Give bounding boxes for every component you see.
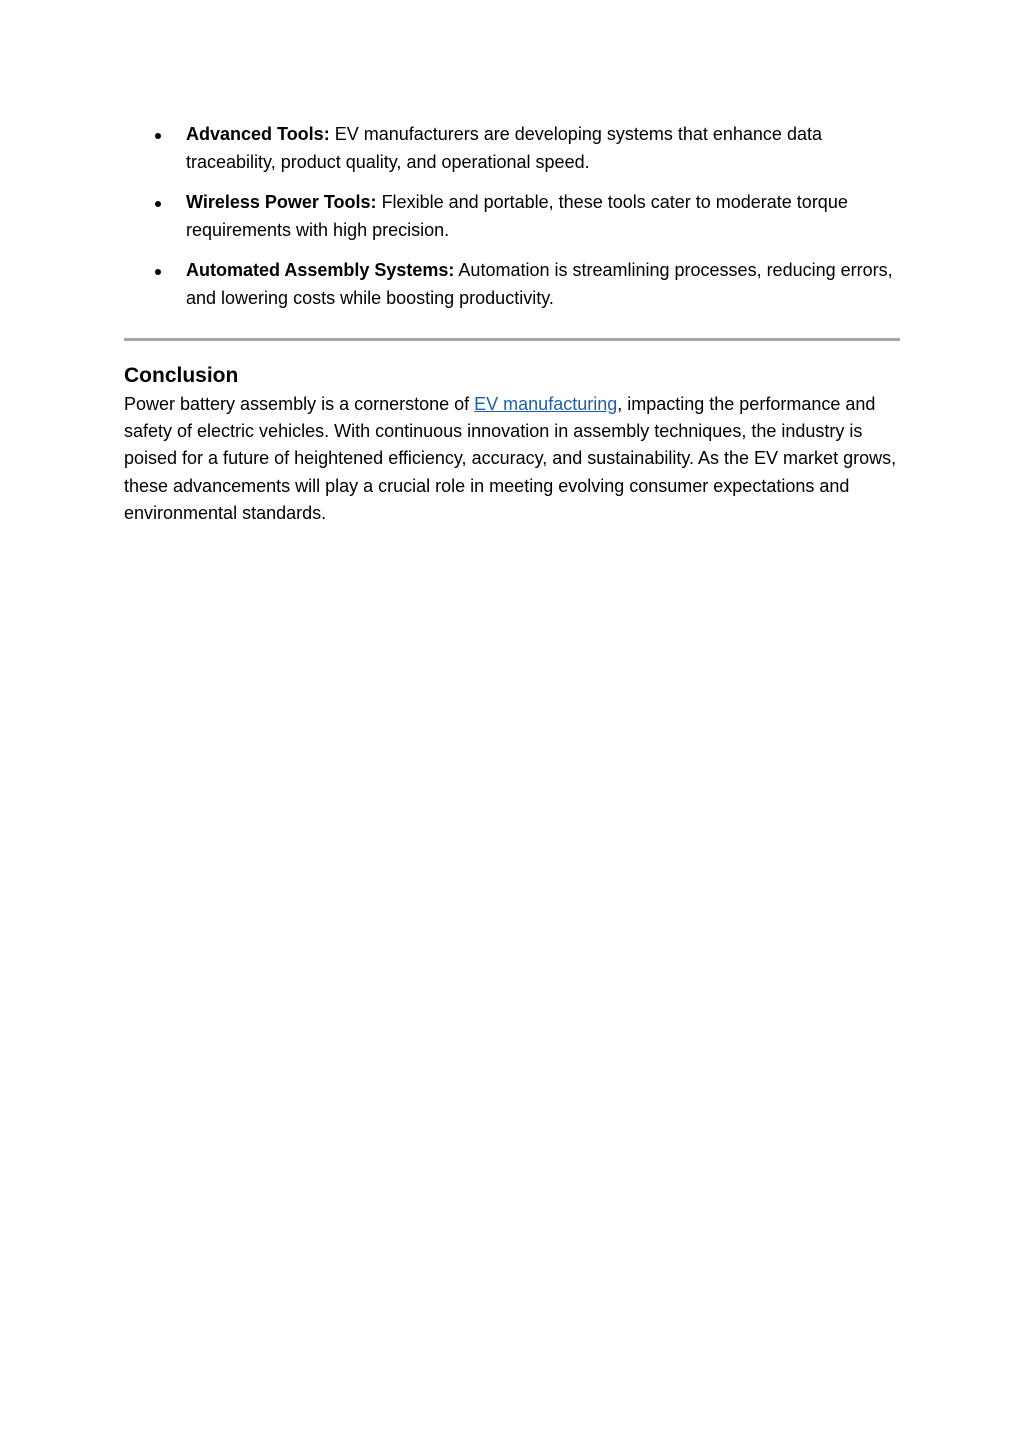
conclusion-text-start: Power battery assembly is a cornerstone of <box>124 394 475 414</box>
bullet-title: Advanced Tools: <box>186 124 330 144</box>
list-item <box>124 121 900 176</box>
bullet-text: EV manufacturers are developing systems that enhance data traceability, product quality, and operational speed. <box>186 124 822 172</box>
conclusion-paragraph <box>124 391 900 527</box>
bullet-title: Wireless Power Tools: <box>186 192 377 212</box>
list-item <box>124 189 900 244</box>
conclusion-text-end: , impacting the performance and safety of electric vehicles. With continuous innovation in assembly techniques, the industry is poised for a future of heightened efficiency, accuracy, and sustainability. As the EV market grows, these advancements will play a crucial role in meeting evolving consumer expectations and environmental standards. <box>124 394 897 523</box>
list-item <box>124 257 900 312</box>
bullet-title: Automated Assembly Systems: <box>186 260 455 280</box>
bullet-text: Automation is streamlining processes, reducing errors, and lowering costs while boosting productivity. <box>186 260 893 308</box>
section-divider <box>124 338 900 341</box>
document-page <box>124 121 900 527</box>
bullet-icon <box>155 269 161 275</box>
ev-manufacturing-link[interactable]: EV manufacturing <box>474 394 618 414</box>
feature-bullet-list <box>124 121 900 312</box>
conclusion-heading: Conclusion <box>124 364 239 387</box>
bullet-icon <box>155 201 161 207</box>
bullet-icon <box>155 133 161 139</box>
bullet-text: Flexible and portable, these tools cater to moderate torque requirements with high precision. <box>186 192 848 240</box>
